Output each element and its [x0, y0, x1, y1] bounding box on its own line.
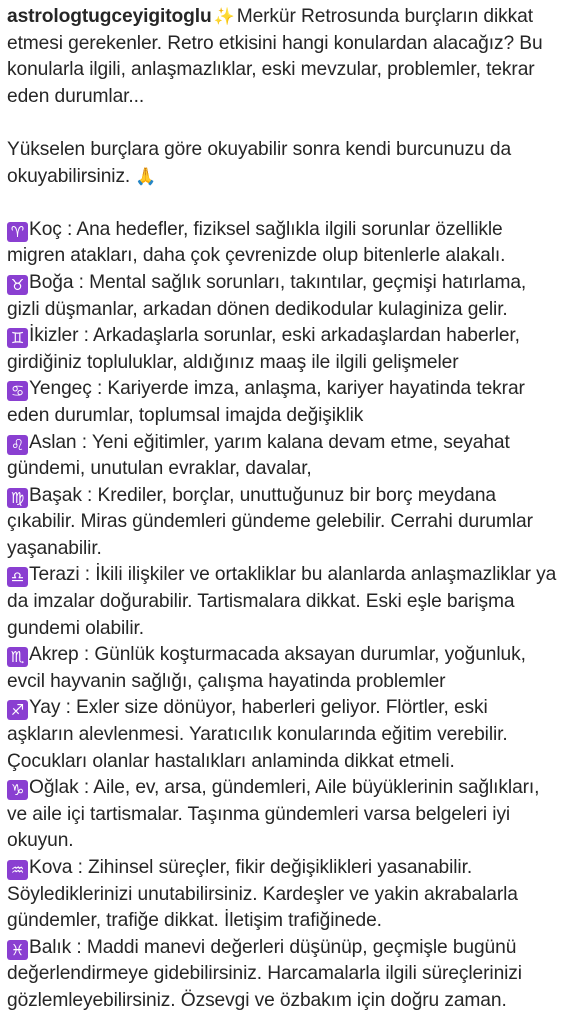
zodiac-entry-text: Yay : Exler size dönüyor, haberleri geliyor. Flörtler, eski aşkların alevlenmesi. Yaratıcılık konularında eğitim verebilir. Çocukları olanlar hastalıkları anlaminda dikkat etmeli. — [7, 697, 508, 772]
zodiac-list — [7, 217, 558, 1015]
zodiac-entry-text: Akrep : Günlük koşturmacada aksayan durumlar, yoğunluk, evcil hayvanin sağlığı, çalışma hayatinda problemler — [7, 644, 526, 692]
intro-paragraph — [7, 4, 558, 110]
zodiac-entry-text: İkizler : Arkadaşlarla sorunlar, eski arkadaşlardan haberler, girdiğiniz topluluklar, aldığınız maaş ile ilgili gelişmeler — [7, 325, 520, 373]
zodiac-entry — [7, 217, 558, 270]
leo-icon: ♌ — [7, 435, 28, 455]
zodiac-entry — [7, 642, 558, 695]
zodiac-entry-text: Başak : Krediler, borçlar, unuttuğunuz bir borç meydana çıkabilir. Miras gündemleri gündeme gelebilir. Cerrahi durumlar yaşanabilir. — [7, 484, 533, 559]
zodiac-entry-text: Koç : Ana hedefler, fiziksel sağlıkla ilgili sorunlar özellikle migren atakları, daha çok çevrenizde olup bitenlerle alakalı. — [7, 218, 506, 267]
zodiac-entry-text: Balık : Maddi manevi değerleri düşünüp, geçmişle bugünü değerlendirmeye gidebilirsiniz. Harcamalarla ilgili süreçlerinizi gözlemleyebilirsiniz. Özsevgi ve özbakım için doğru zaman. — [7, 936, 522, 1011]
zodiac-entry-text: Aslan : Yeni eğitimler, yarım kalana devam etme, seyahat gündemi, unutulan evraklar, davalar, — [7, 431, 510, 480]
caption-intro — [7, 4, 558, 217]
zodiac-entry-text: Oğlak : Aile, ev, arsa, gündemleri, Aile büyüklerinin sağlıkları, ve aile içi tartismalar. Taşınma gündemleri varsa belgeleri iyi okuyun. — [7, 777, 540, 852]
zodiac-entry-text: Boğa : Mental sağlık sorunları, takıntılar, geçmişi hatırlama, gizli düşmanlar, arkadan dönen dedikodular kulaginiza gelir. — [7, 271, 527, 320]
gemini-icon: ♊ — [7, 328, 28, 348]
zodiac-entry — [7, 695, 558, 775]
zodiac-entry — [7, 855, 558, 935]
capricorn-icon: ♑ — [7, 780, 28, 800]
zodiac-entry-text: Kova : Zihinsel süreçler, fikir değişiklikleri yasanabilir. Söylediklerinizi unutabilirsiniz. Kardeşler ve yakin akrabalarla gündemler, trafiğe dikkat. İletişim trafiğinede. — [7, 857, 518, 932]
advice-text: Yükselen burçlara göre okuyabilir sonra kendi burcunuzu da okuyabilirsiniz. — [7, 138, 512, 187]
pisces-icon: ♓ — [7, 940, 28, 960]
zodiac-entry — [7, 562, 558, 642]
virgo-icon: ♍ — [7, 488, 28, 508]
libra-icon: ♎ — [7, 567, 28, 587]
pray-icon: 🙏 — [135, 166, 157, 186]
zodiac-entry — [7, 376, 558, 429]
zodiac-entry — [7, 430, 558, 483]
paragraph-gap — [7, 190, 558, 217]
sagittarius-icon: ♐ — [7, 700, 28, 720]
taurus-icon: ♉ — [7, 275, 28, 295]
cancer-icon: ♋ — [7, 381, 28, 401]
zodiac-entry — [7, 270, 558, 323]
zodiac-entry-text: Yengeç : Kariyerde imza, anlaşma, kariyer hayatinda tekrar eden durumlar, toplumsal imajda değişiklik — [7, 378, 525, 426]
sparkle-icon: ✨ — [213, 7, 235, 26]
advice-paragraph — [7, 137, 558, 190]
intro-text: Merkür Retrosunda burçların dikkat etmesi gerekenler. Retro etkisini hangi konulardan alacağız? Bu konularla ilgili, anlaşmazlıklar, eski mevzular, problemler, tekrar eden durumlar... — [7, 6, 543, 107]
paragraph-gap — [7, 110, 558, 137]
scorpio-icon: ♏ — [7, 647, 28, 667]
zodiac-entry — [7, 323, 558, 376]
aries-icon: ♈ — [7, 222, 28, 242]
zodiac-entry — [7, 775, 558, 855]
zodiac-entry — [7, 483, 558, 563]
aquarius-icon: ♒ — [7, 860, 28, 880]
zodiac-entry — [7, 935, 558, 1015]
username-link[interactable]: astrologtugceyigitoglu — [7, 6, 212, 27]
zodiac-entry-text: Terazi : İkili ilişkiler ve ortakliklar bu alanlarda anlaşmazliklar ya da imzalar doğurabilir. Tartismalara dikkat. Eski eşle barişma gundemi olabilir. — [7, 564, 557, 639]
